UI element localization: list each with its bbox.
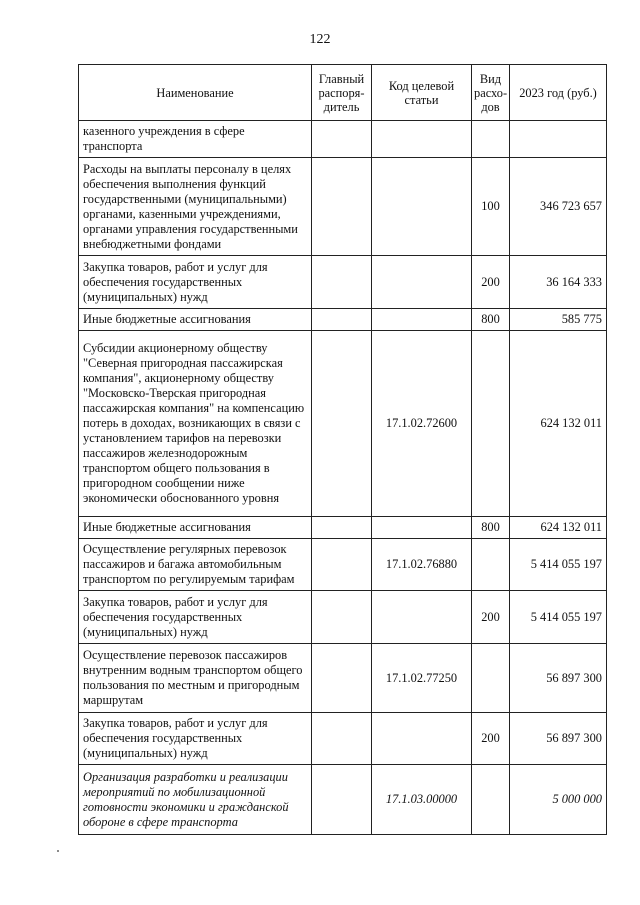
row-code [372,713,472,765]
row-amount: 56 897 300 [510,713,607,765]
row-kind [472,644,510,713]
page-number: 122 [309,32,331,47]
row-code [372,158,472,256]
row-manager [312,517,372,539]
row-kind: 200 [472,713,510,765]
row-manager [312,121,372,158]
table-row [79,158,607,256]
row-manager [312,713,372,765]
row-kind [472,331,510,517]
row-name: Организация разработки и реализации мероприятий по мобилизационной готовности экономики и гражданской обороне в сфере транспорта [79,765,312,835]
row-amount: 585 775 [510,309,607,331]
row-amount: 624 132 011 [510,517,607,539]
row-manager [312,158,372,256]
row-code: 17.1.03.00000 [372,765,472,835]
row-amount: 5 414 055 197 [510,591,607,644]
row-name: Иные бюджетные ассигнования [79,517,312,539]
header-amount: 2023 год (руб.) [510,65,607,121]
budget-table [78,64,607,835]
header-main-manager: Главный распоря-дитель [312,65,372,121]
table-row [79,331,607,517]
row-manager [312,591,372,644]
table-row [79,517,607,539]
row-manager [312,309,372,331]
row-code [372,309,472,331]
row-kind: 200 [472,256,510,309]
row-name: Субсидии акционерному обществу "Северная пригородная пассажирская компания", акционерному обществу "Московско-Тверская пригородная пассажирская компания" на компенсацию потерь в доходах, возникающих в связи с установлением тарифов на перевозки пассажиров железнодорожным транспортом общего пользования в пригородном сообщении ниже экономически обоснованного уровня [79,331,312,517]
row-code [372,256,472,309]
table-header-row [79,65,607,121]
row-manager [312,644,372,713]
row-amount: 624 132 011 [510,331,607,517]
row-name: казенного учреждения в сфере транспорта [79,121,312,158]
table-row [79,644,607,713]
header-expense-kind: Вид расхо-дов [472,65,510,121]
scan-speck [57,850,59,852]
row-code: 17.1.02.72600 [372,331,472,517]
row-manager [312,331,372,517]
row-name: Иные бюджетные ассигнования [79,309,312,331]
row-code [372,517,472,539]
header-target-code: Код целевой статьи [372,65,472,121]
row-name: Расходы на выплаты персоналу в целях обеспечения выполнения функций государственными (муниципальными) органами, казенными учреждениями, органами управления государственными внебюджетными фондами [79,158,312,256]
row-kind [472,765,510,835]
row-amount: 56 897 300 [510,644,607,713]
table-row [79,309,607,331]
header-name: Наименование [79,65,312,121]
row-manager [312,765,372,835]
row-name: Закупка товаров, работ и услуг для обеспечения государственных (муниципальных) нужд [79,713,312,765]
row-amount: 346 723 657 [510,158,607,256]
row-kind: 800 [472,309,510,331]
table-row [79,121,607,158]
row-kind: 200 [472,591,510,644]
row-manager [312,256,372,309]
row-name: Закупка товаров, работ и услуг для обеспечения государственных (муниципальных) нужд [79,591,312,644]
row-name: Осуществление перевозок пассажиров внутренним водным транспортом общего пользования по местным и пригородным маршрутам [79,644,312,713]
row-kind [472,121,510,158]
row-amount: 5 414 055 197 [510,539,607,591]
table-row [79,256,607,309]
row-kind [472,539,510,591]
row-kind: 800 [472,517,510,539]
table-row [79,591,607,644]
row-code: 17.1.02.77250 [372,644,472,713]
row-code [372,121,472,158]
row-kind: 100 [472,158,510,256]
table-row [79,713,607,765]
row-name: Осуществление регулярных перевозок пассажиров и багажа автомобильным транспортом по регулируемым тарифам [79,539,312,591]
row-amount [510,121,607,158]
row-code: 17.1.02.76880 [372,539,472,591]
table-row [79,765,607,835]
row-name: Закупка товаров, работ и услуг для обеспечения государственных (муниципальных) нужд [79,256,312,309]
row-amount: 36 164 333 [510,256,607,309]
row-code [372,591,472,644]
row-manager [312,539,372,591]
row-amount: 5 000 000 [510,765,607,835]
table-row [79,539,607,591]
